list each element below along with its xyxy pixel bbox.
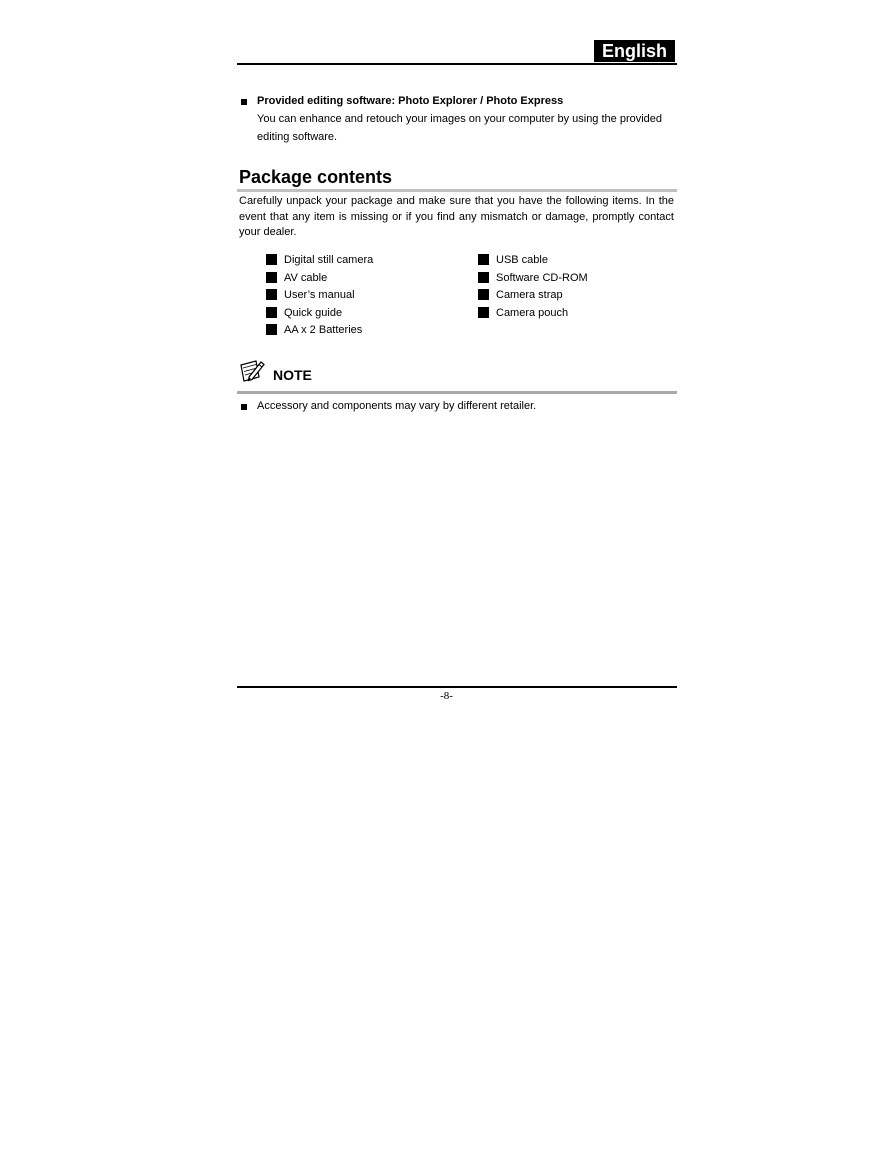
note-text: Accessory and components may vary by different retailer. xyxy=(257,400,537,412)
checkbox-square-icon xyxy=(266,307,277,318)
package-items-right xyxy=(478,252,588,322)
list-item xyxy=(266,270,373,288)
checkbox-square-icon xyxy=(478,289,489,300)
language-badge: English xyxy=(594,40,675,62)
header-rule xyxy=(237,63,677,65)
package-items-left xyxy=(266,252,373,340)
list-item xyxy=(266,322,373,340)
package-intro: Carefully unpack your package and make sure that you have the following items. In the event that any item is missing or if you find any mismatch or damage, promptly contact your dealer. xyxy=(239,195,674,238)
package-contents-heading: Package contents xyxy=(239,167,393,187)
note-pencil-icon xyxy=(238,358,266,384)
checkbox-square-icon xyxy=(266,272,277,283)
item-label: AA x 2 Batteries xyxy=(284,324,363,336)
item-label: Camera pouch xyxy=(496,306,569,319)
checkbox-square-icon xyxy=(478,307,489,318)
item-label: Software CD-ROM xyxy=(496,271,588,284)
item-label: Digital still camera xyxy=(284,254,374,266)
footer-rule xyxy=(237,686,677,688)
list-item xyxy=(266,305,373,323)
list-item xyxy=(478,270,588,288)
bullet-icon xyxy=(241,99,247,105)
checkbox-square-icon xyxy=(478,254,489,265)
checkbox-square-icon xyxy=(266,289,277,300)
item-label: USB cable xyxy=(496,254,548,266)
list-item xyxy=(478,287,588,305)
item-label: Quick guide xyxy=(284,306,343,319)
note-rule xyxy=(237,391,677,394)
list-item xyxy=(266,252,373,270)
software-title: Provided editing software: Photo Explorer / Photo Express xyxy=(257,95,564,107)
list-item xyxy=(266,287,373,305)
bullet-icon xyxy=(241,404,247,410)
item-label: Camera strap xyxy=(496,289,563,301)
software-description: You can enhance and retouch your images on your computer by using the provided editing software. xyxy=(257,113,663,143)
section-rule xyxy=(237,189,677,192)
item-label: AV cable xyxy=(284,271,328,284)
checkbox-square-icon xyxy=(266,254,277,265)
list-item xyxy=(478,305,588,323)
item-label: User’s manual xyxy=(284,289,355,301)
list-item xyxy=(478,252,588,270)
checkbox-square-icon xyxy=(266,324,277,335)
note-heading: NOTE xyxy=(273,367,312,383)
page-number: -8- xyxy=(440,690,453,702)
checkbox-square-icon xyxy=(478,272,489,283)
